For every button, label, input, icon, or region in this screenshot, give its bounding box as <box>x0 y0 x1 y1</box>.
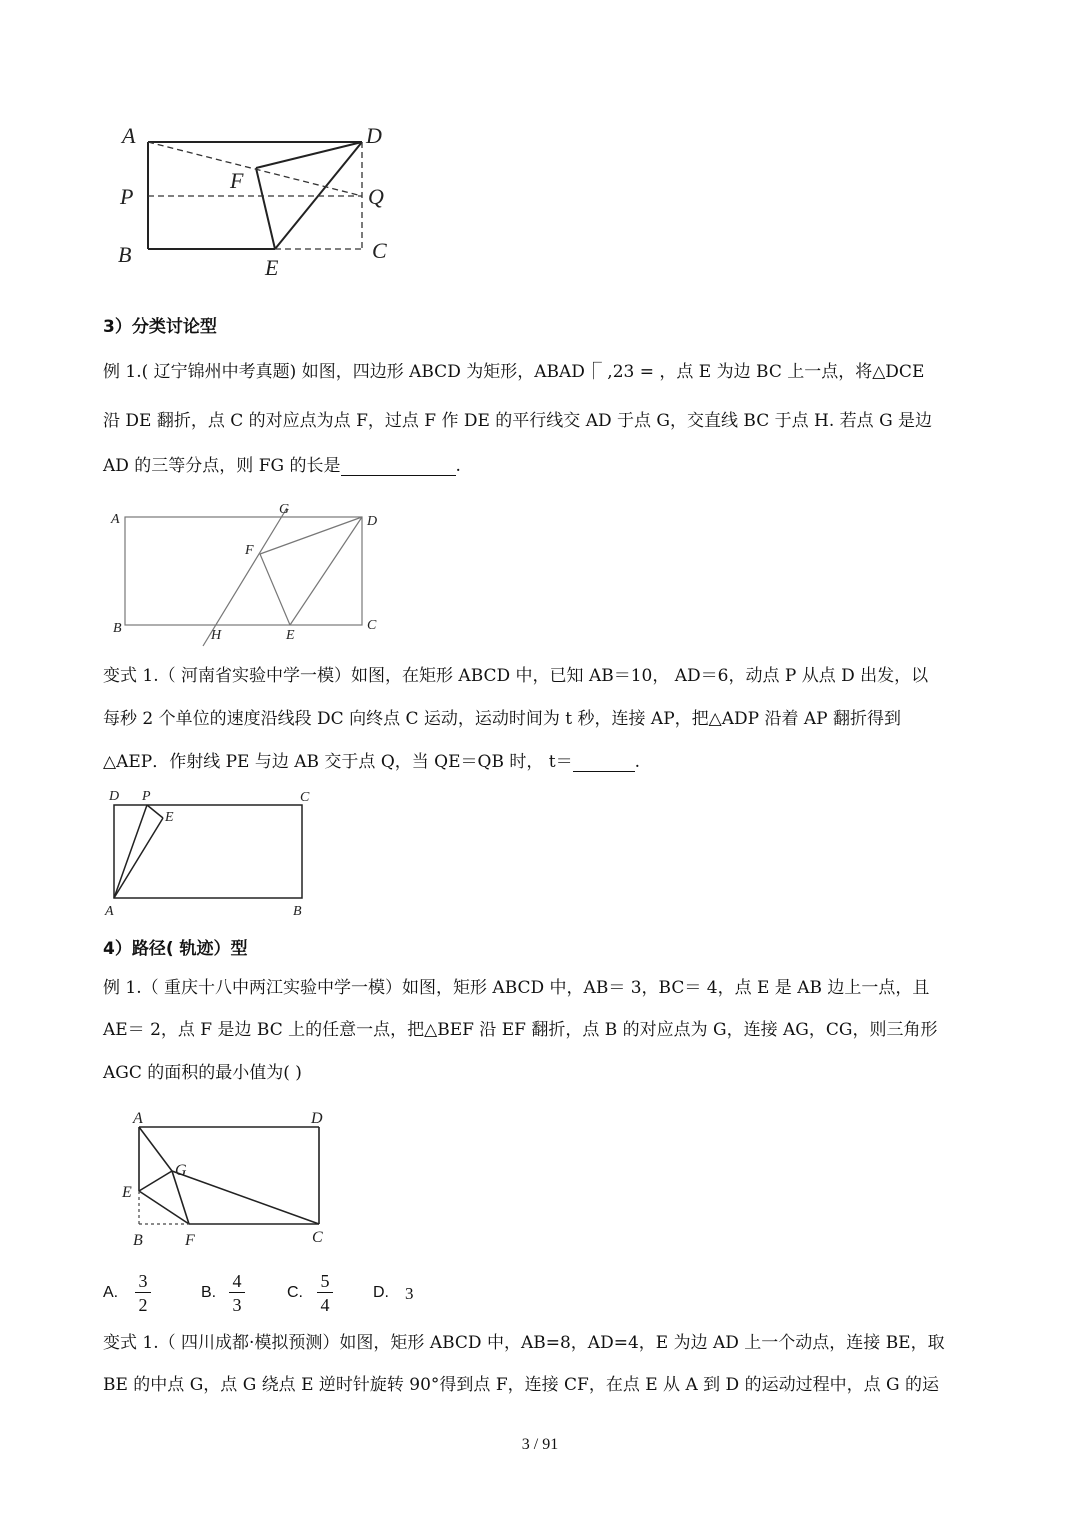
label-Q: Q <box>368 184 384 209</box>
choice-d[interactable] <box>373 1270 453 1320</box>
label-D: D <box>367 514 378 529</box>
example1-line1: 例 1.( 辽宁锦州中考真题) 如图，四边形 ABCD 为矩形，ABAD⎾ ,23 = ，点 E 为边 BC 上一点，将△DCE <box>103 362 925 382</box>
label-B: B <box>293 904 302 919</box>
example1-line3-period: . <box>455 456 461 476</box>
variant1-line2: 每秒 2 个单位的速度沿线段 DC 向终点 C 运动，运动时间为 t 秒，连接 AP，把△ADP 沿着 AP 翻折得到 <box>103 709 901 729</box>
choice-a-numerator: 3 <box>135 1270 151 1293</box>
variant1-line3-period: . <box>634 752 640 772</box>
choice-b-fraction <box>229 1270 245 1315</box>
label-H: H <box>211 628 222 643</box>
label-E: E <box>122 1184 132 1201</box>
choice-d-value: 3 <box>405 1284 414 1303</box>
label-A: A <box>105 904 114 919</box>
label-C: C <box>300 790 310 805</box>
label-D: D <box>109 789 120 804</box>
label-D: D <box>366 123 382 148</box>
figure-rectangle-fold-parallel <box>105 498 395 648</box>
variant1-line3-text: △AEP．作射线 PE 与边 AB 交于点 Q，当 QE＝QB 时， t＝ <box>103 752 573 772</box>
label-E: E <box>165 810 174 825</box>
label-F: F <box>185 1232 195 1249</box>
label-B: B <box>133 1232 143 1249</box>
choice-c-denominator: 4 <box>320 1295 330 1315</box>
example2-line1: 例 1.（ 重庆十八中两江实验中学一模）如图，矩形 ABCD 中，AB＝ 3，BC＝ 4，点 E 是 AB 边上一点，且 <box>103 978 930 998</box>
label-A: A <box>111 512 120 527</box>
choice-c-fraction <box>317 1270 333 1315</box>
example1-line3-text: AD 的三等分点，则 FG 的长是 <box>103 456 341 476</box>
label-F: F <box>230 168 244 193</box>
variant1-line3 <box>103 751 640 772</box>
answer-choices <box>103 1270 503 1320</box>
example1-line3 <box>103 455 461 476</box>
label-D: D <box>311 1110 323 1127</box>
label-C: C <box>312 1229 323 1246</box>
choice-b-denominator: 3 <box>232 1295 242 1315</box>
answer-blank <box>573 751 635 772</box>
label-P: P <box>120 184 134 209</box>
choice-c[interactable] <box>287 1270 367 1320</box>
variant2-line1: 变式 1.（ 四川成都·模拟预测）如图，矩形 ABCD 中，AB=8，AD=4，E 为边 AD 上一个动点，连接 BE，取 <box>103 1333 945 1353</box>
example1-line2: 沿 DE 翻折，点 C 的对应点为点 F，过点 F 作 DE 的平行线交 AD 于点 G，交直线 BC 于点 H. 若点 G 是边 <box>103 411 933 431</box>
choice-b-numerator: 4 <box>229 1270 245 1293</box>
choice-a-fraction <box>135 1270 151 1315</box>
choice-c-numerator: 5 <box>317 1270 333 1293</box>
section-heading-classification: 3）分类讨论型 <box>103 317 217 337</box>
choice-a-denominator: 2 <box>138 1295 148 1315</box>
label-G: G <box>279 502 290 517</box>
choice-a[interactable] <box>103 1270 183 1320</box>
figure-rectangle-adp-fold <box>100 785 325 920</box>
label-A: A <box>133 1110 143 1127</box>
figure-rectangle-bef-fold <box>115 1105 345 1255</box>
label-C: C <box>367 618 377 633</box>
variant2-line2: BE 的中点 G，点 G 绕点 E 逆时针旋转 90°得到点 F，连接 CF，在点 E 从 A 到 D 的运动过程中，点 G 的运 <box>103 1375 939 1395</box>
label-B: B <box>113 621 122 636</box>
label-G: G <box>175 1162 187 1179</box>
choice-c-key: C. <box>287 1284 303 1301</box>
variant1-line1: 变式 1.（ 河南省实验中学一模）如图，在矩形 ABCD 中，已知 AB＝10， AD＝6，动点 P 从点 D 出发，以 <box>103 666 929 686</box>
choice-b-key: B. <box>201 1284 217 1301</box>
label-E: E <box>286 628 295 643</box>
example2-line2: AE＝ 2，点 F 是边 BC 上的任意一点，把△BEF 沿 EF 翻折，点 B 的对应点为 G，连接 AG，CG，则三角形 <box>103 1020 938 1040</box>
label-P: P <box>142 789 151 804</box>
choice-b[interactable] <box>201 1270 281 1320</box>
example2-line3: AGC 的面积的最小值为( ) <box>103 1063 302 1083</box>
choice-d-key: D. <box>373 1284 389 1301</box>
label-F: F <box>245 543 254 558</box>
choice-a-key: A. <box>103 1284 119 1301</box>
label-A: A <box>122 123 136 148</box>
label-E: E <box>265 255 279 280</box>
page-number: 3 / 91 <box>521 1436 559 1453</box>
section-heading-path: 4）路径( 轨迹）型 <box>103 939 248 959</box>
label-C: C <box>372 238 387 263</box>
label-B: B <box>118 242 132 267</box>
answer-blank <box>341 455 456 476</box>
figure-rectangle-abcd-fold-1 <box>110 118 400 283</box>
